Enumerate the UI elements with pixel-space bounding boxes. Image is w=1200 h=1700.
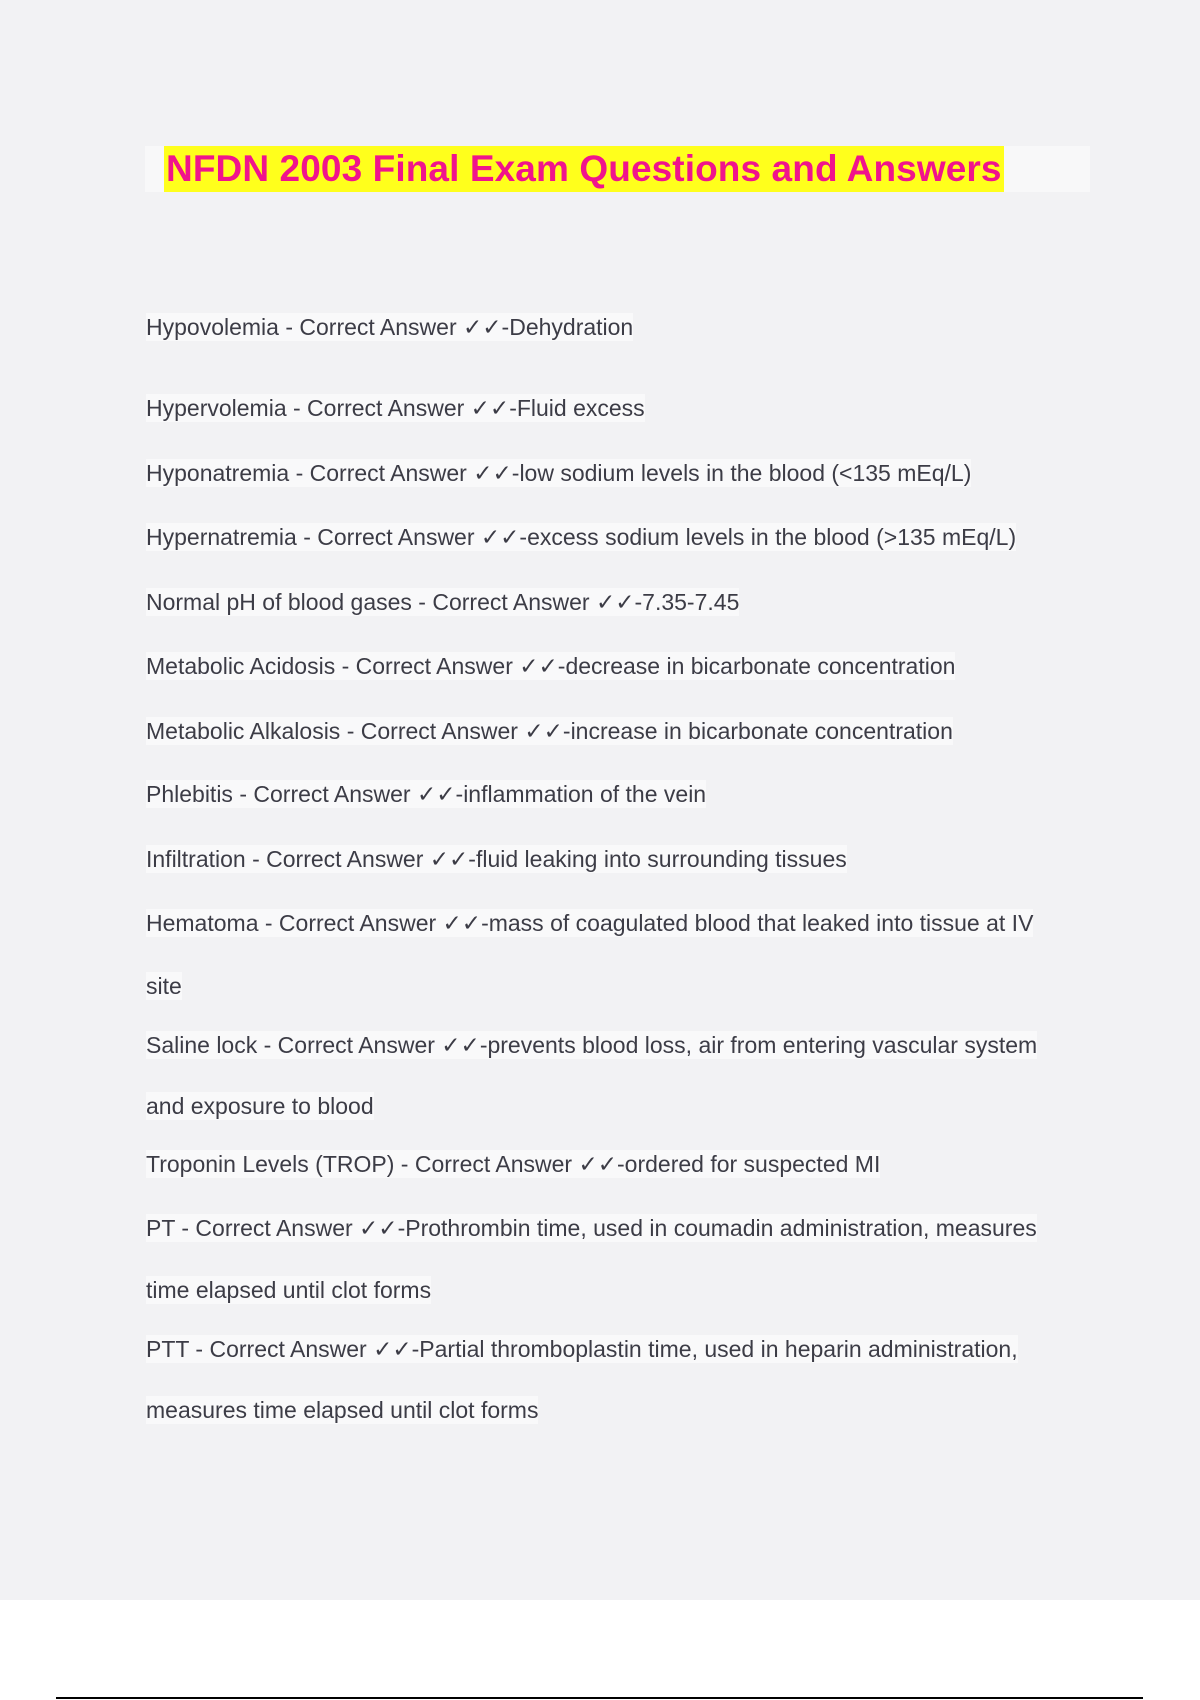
- qa-entry-hematoma: [146, 909, 1033, 937]
- qa-entry-phlebitis: [146, 780, 706, 808]
- qa-answer-continued: site: [146, 973, 182, 999]
- qa-entry-hyponatremia: [146, 459, 971, 487]
- qa-answer: Prothrombin time, used in coumadin administration, measures: [405, 1215, 1037, 1241]
- qa-answer: inflammation of the vein: [463, 781, 707, 807]
- qa-separator: - Correct Answer ✓✓-: [189, 1336, 420, 1362]
- qa-separator: - Correct Answer ✓✓-: [258, 910, 489, 936]
- qa-answer: prevents blood loss, air from entering vascular system: [487, 1032, 1038, 1058]
- qa-entry-metabolic-acidosis: [146, 652, 955, 680]
- qa-separator: - Correct Answer ✓✓-: [286, 395, 517, 421]
- qa-answer: Partial thromboplastin time, used in heparin administration,: [419, 1336, 1018, 1362]
- qa-answer: mass of coagulated blood that leaked into tissue at IV: [488, 910, 1034, 936]
- qa-answer: Dehydration: [509, 314, 634, 340]
- document-title: NFDN 2003 Final Exam Questions and Answers: [164, 146, 1004, 192]
- qa-term: Saline lock: [146, 1032, 258, 1058]
- qa-entry-normal-ph: [146, 588, 739, 616]
- qa-term: Infiltration: [146, 846, 246, 872]
- qa-answer: decrease in bicarbonate concentration: [565, 653, 956, 679]
- qa-entry-infiltration: [146, 845, 847, 873]
- qa-term: Metabolic Acidosis: [146, 653, 336, 679]
- qa-term: Metabolic Alkalosis: [146, 718, 341, 744]
- qa-answer: Fluid excess: [516, 395, 645, 421]
- qa-answer: excess sodium levels in the blood (>135 mEq/L): [527, 524, 1017, 550]
- qa-separator: - Correct Answer ✓✓-: [411, 589, 643, 615]
- qa-separator: - Correct Answer ✓✓-: [335, 653, 566, 679]
- qa-answer: low sodium levels in the blood (<135 mEq/L): [519, 460, 972, 486]
- qa-separator: - Correct Answer ✓✓-: [257, 1032, 488, 1058]
- qa-answer: fluid leaking into surrounding tissues: [475, 846, 847, 872]
- qa-separator: - Correct Answer ✓✓-: [174, 1215, 406, 1241]
- qa-entry-hematoma-continued: [146, 972, 182, 1000]
- qa-entry-metabolic-alkalosis: [146, 717, 953, 745]
- qa-answer: 7.35-7.45: [642, 589, 740, 615]
- qa-answer-continued: time elapsed until clot forms: [146, 1277, 432, 1303]
- qa-separator: - Correct Answer ✓✓-: [296, 524, 528, 550]
- qa-separator: - Correct Answer ✓✓-: [394, 1151, 625, 1177]
- qa-entry-ptt-continued: [146, 1396, 538, 1424]
- qa-term: Hypernatremia: [146, 524, 297, 550]
- qa-entry-hypervolemia: [146, 394, 645, 422]
- qa-answer: increase in bicarbonate concentration: [570, 718, 953, 744]
- qa-entry-saline-lock: [146, 1031, 1037, 1059]
- qa-term: Hypovolemia: [146, 314, 279, 340]
- qa-entry-saline-lock-continued: [146, 1092, 374, 1120]
- qa-entry-pt: [146, 1214, 1037, 1242]
- qa-term: Normal pH of blood gases: [146, 589, 412, 615]
- qa-term: Hypervolemia: [146, 395, 287, 421]
- qa-answer-continued: measures time elapsed until clot forms: [146, 1397, 539, 1423]
- qa-entry-hypernatremia: [146, 523, 1016, 551]
- qa-term: Troponin Levels (TROP): [146, 1151, 395, 1177]
- qa-entry-pt-continued: [146, 1276, 431, 1304]
- qa-answer: ordered for suspected MI: [624, 1151, 881, 1177]
- qa-term: Hyponatremia: [146, 460, 290, 486]
- qa-separator: - Correct Answer ✓✓-: [232, 781, 464, 807]
- qa-term: Hematoma: [146, 910, 259, 936]
- qa-separator: - Correct Answer ✓✓-: [289, 460, 520, 486]
- qa-separator: - Correct Answer ✓✓-: [245, 846, 476, 872]
- qa-separator: - Correct Answer ✓✓-: [278, 314, 510, 340]
- qa-entry-ptt: [146, 1335, 1018, 1363]
- footer-divider: [56, 1697, 1143, 1699]
- qa-term: Phlebitis: [146, 781, 233, 807]
- qa-term: PT: [146, 1215, 175, 1241]
- qa-entry-troponin: [146, 1150, 880, 1178]
- qa-entry-hypovolemia: [146, 313, 633, 341]
- qa-term: PTT: [146, 1336, 190, 1362]
- qa-separator: - Correct Answer ✓✓-: [340, 718, 571, 744]
- qa-answer-continued: and exposure to blood: [146, 1093, 374, 1119]
